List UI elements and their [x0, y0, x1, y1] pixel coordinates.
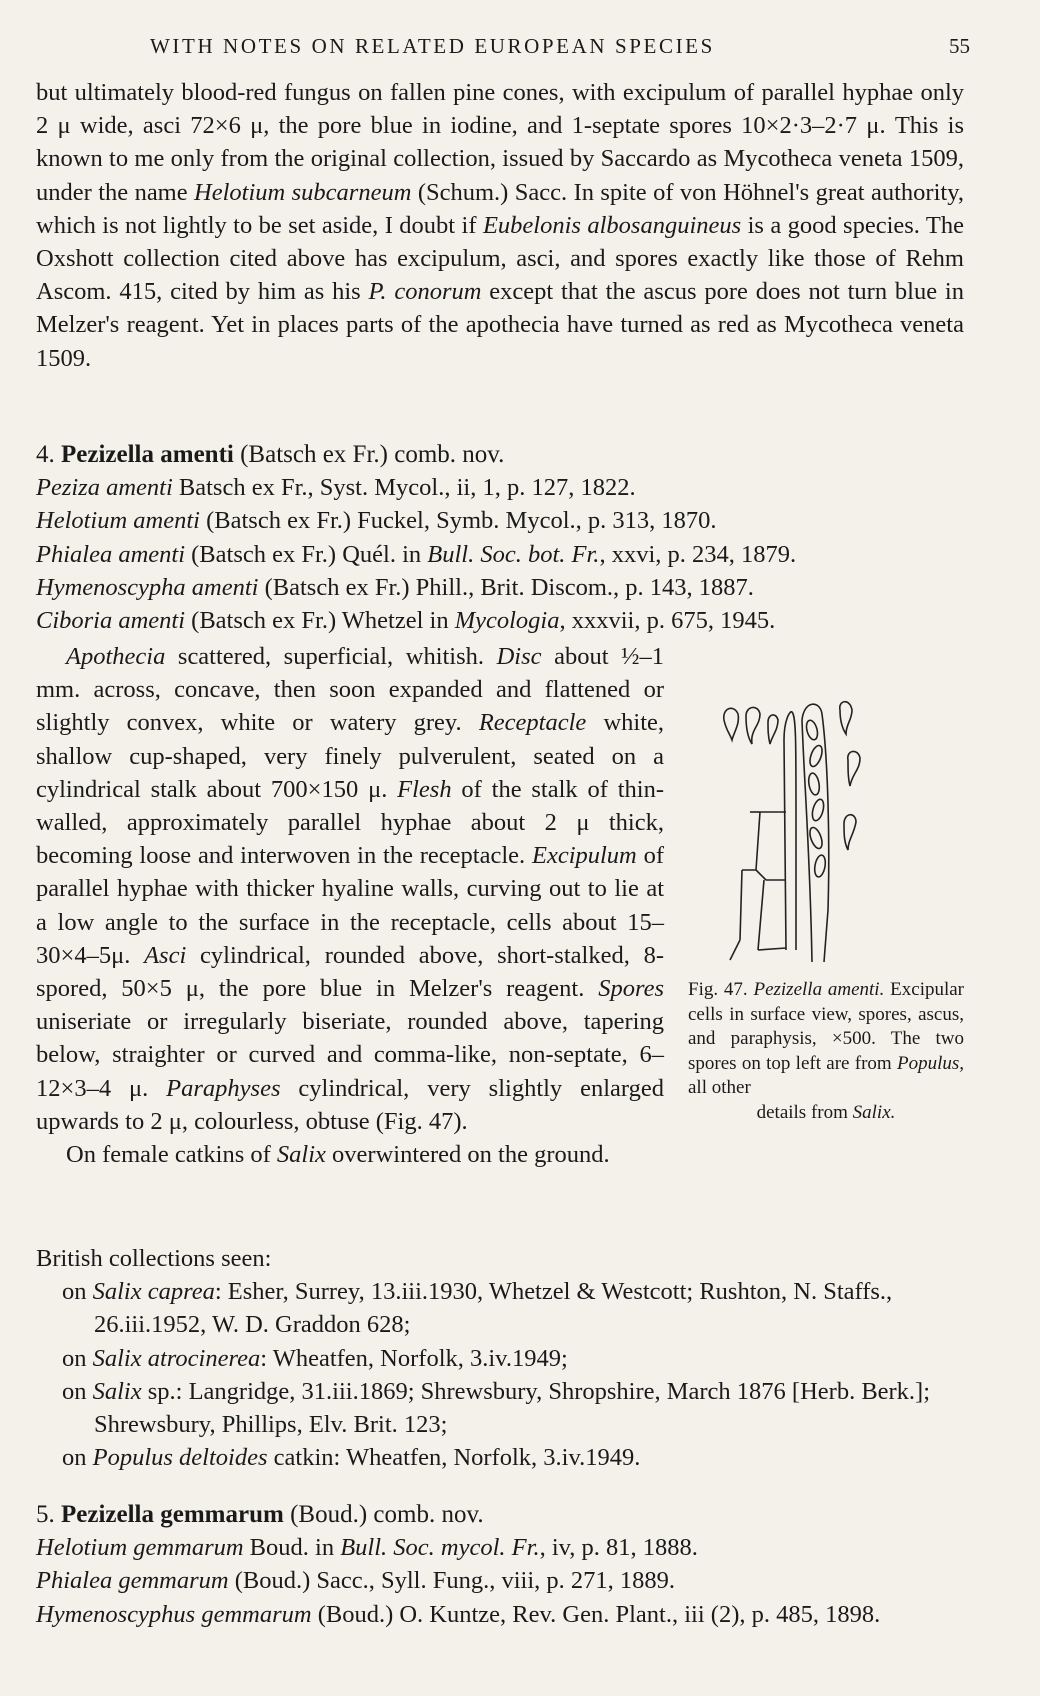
figure-drawing — [720, 700, 920, 962]
collection-item — [36, 1441, 964, 1474]
desc-text: cylindrical, rounded above, short-stalked, 8-spored, 50×5 μ, the pore blue in Melzer's reagent. — [36, 941, 664, 1003]
collection-item — [36, 1342, 964, 1375]
synonym-journal: Mycologia — [454, 607, 560, 635]
collection-host: Populus deltoides — [92, 1444, 268, 1472]
desc-text: scattered, superficial, whitish. — [165, 643, 497, 670]
intro-text-1: but ultimately blood-red fungus on fallen pine cones, with excipulum of parallel hyphae only 2 μ wide, asci 72×6 μ, the pore blue in iodine, and 1-septate spores 10×2·3–2·7 μ. This is known to me only from the original collection, issued by Saccardo as Mycotheca veneta 1509, under the name — [36, 79, 964, 206]
synonym-line — [36, 538, 964, 571]
intro-text-4: except that the ascus pore does not turn blue in Melzer's reagent. Yet in places parts of the apothecia have turned as red as Mycotheca veneta 1509. — [36, 278, 964, 372]
page-number: 55 — [949, 34, 970, 58]
collection-item — [36, 1375, 964, 1441]
term-paraphyses: Paraphyses — [166, 1074, 281, 1102]
synonym-citation: (Batsch ex Fr.) Whetzel in — [185, 607, 455, 635]
synonym-line — [36, 1564, 964, 1597]
synonym-citation: (Boud.) O. Kuntze, Rev. Gen. Plant., iii (2), p. 485, 1898. — [311, 1600, 881, 1628]
intro-block — [36, 76, 964, 375]
collection-item — [36, 1275, 964, 1341]
synonym-line — [36, 504, 964, 537]
species-4-description — [36, 640, 964, 1171]
spore-shape — [724, 708, 739, 740]
synonym-line — [36, 604, 964, 637]
species-4-header — [36, 438, 964, 637]
collection-host: Salix atrocinerea — [92, 1344, 261, 1372]
species-4-authority: (Batsch ex Fr.) comb. nov. — [240, 441, 505, 468]
intro-italic-2: Eubelonis albosanguineus — [482, 211, 742, 239]
synonym-citation-end: , xxxvii, p. 675, 1945. — [559, 607, 776, 635]
figure-caption — [688, 978, 964, 1125]
desc-text: uniseriate or irregularly biseriate, rounded above, tapering below, straighter or curved and comma-like, non-septate, 6–12×3–4 μ. — [36, 1008, 664, 1102]
synonym-name: Hymenoscypha amenti — [36, 573, 259, 601]
term-spores: Spores — [598, 975, 664, 1003]
collection-text: sp.: Langridge, 31.iii.1869; Shrewsbury, Shropshire, March 1876 [Herb. Berk.]; Shrewsbury, Phillips, Elv. Brit. 123; — [94, 1377, 931, 1439]
desc-text: of parallel hyphae with thicker hyaline walls, curving out to lie at a low angle to the surface in the receptacle, cells about 15–30×4–5μ. — [36, 842, 664, 969]
figure-47 — [688, 700, 964, 1125]
synonym-citation-end: , xxvi, p. 234, 1879. — [599, 540, 797, 568]
habitat-paragraph — [36, 1138, 964, 1171]
species-5-number: 5. — [36, 1501, 55, 1528]
synonym-citation: Batsch ex Fr., Syst. Mycol., ii, 1, p. 127, 1822. — [172, 474, 636, 502]
collection-host: Salix caprea — [92, 1278, 215, 1306]
habitat-text-end: overwintered on the ground. — [325, 1141, 610, 1169]
synonym-name: Phialea amenti — [36, 540, 186, 568]
ascus-shape — [802, 704, 829, 962]
collection-text: : Esher, Surrey, 13.iii.1930, Whetzel & Westcott; Rushton, N. Staffs., 26.iii.1952, W. D. Graddon 628; — [94, 1278, 893, 1339]
collection-on: on — [62, 1344, 93, 1372]
species-5-authority: (Boud.) comb. nov. — [290, 1501, 484, 1528]
figure-text-3: details from — [756, 1101, 853, 1123]
figure-last-line — [688, 1101, 964, 1126]
habitat-text: On female catkins of — [66, 1141, 277, 1169]
intro-paragraph — [36, 76, 964, 375]
synonym-citation: (Boud.) Sacc., Syll. Fung., viii, p. 271, 1889. — [228, 1567, 676, 1595]
figure-text: Excipular cells in surface view, spores, ascus, and paraphysis, ×500. The two spores on top left are from — [688, 979, 965, 1074]
species-4-name: Pezizella amenti — [61, 441, 234, 468]
synonym-name: Phialea gemmarum — [36, 1567, 229, 1595]
synonym-name: Hymenoscyphus gemmarum — [36, 1600, 312, 1628]
synonym-line — [36, 1598, 964, 1631]
desc-text: of the stalk of thin-walled, approximately parallel hyphae about 2 μ thick, becoming loose and interwoven in the receptacle. — [36, 775, 664, 870]
collection-on: on — [62, 1278, 93, 1306]
species-5-name: Pezizella gemmarum — [61, 1501, 284, 1528]
collection-host: Salix — [92, 1377, 142, 1405]
intro-text-3: is a good species. The Oxshott collection cited above has excipulum, asci, and spores exactly like those of Rehm Ascom. 415, cited by him as his — [36, 211, 964, 306]
synonym-citation: (Batsch ex Fr.) Phill., Brit. Discom., p. 143, 1887. — [258, 573, 754, 601]
collection-text: catkin: Wheatfen, Norfolk, 3.iv.1949. — [267, 1444, 641, 1472]
desc-text: cylindrical, very slightly enlarged upwards to 2 μ, colourless, obtuse (Fig. 47). — [36, 1074, 665, 1135]
collections-block — [36, 1242, 964, 1474]
figure-species: Pezizella amenti. — [753, 979, 885, 1000]
species-5-header — [36, 1498, 964, 1631]
term-excipulum: Excipulum — [531, 842, 637, 870]
synonym-line — [36, 471, 964, 504]
spore-shape — [746, 707, 760, 744]
synonym-citation: Boud. in — [243, 1534, 341, 1562]
synonym-name: Helotium amenti — [36, 507, 200, 535]
desc-text: white, shallow cup-shaped, very finely pulverulent, seated on a cylindrical stalk about 700×150 μ. — [36, 709, 665, 803]
desc-text: about ½–1 mm. across, concave, then soon expanded and flattened or slightly convex, white or watery grey. — [36, 643, 664, 737]
synonym-citation: (Batsch ex Fr.) Quél. in — [185, 540, 428, 568]
synonym-name: Peziza amenti — [36, 474, 173, 502]
synonym-journal: Bull. Soc. bot. Fr. — [427, 540, 600, 568]
figure-salix: Salix. — [852, 1101, 896, 1123]
running-title: WITH NOTES ON RELATED EUROPEAN SPECIES — [150, 34, 715, 58]
figure-populus: Populus, — [896, 1052, 964, 1074]
intro-italic-1: Helotium subcarneum — [194, 178, 412, 206]
intro-italic-3: P. conorum — [368, 278, 482, 306]
synonym-name: Helotium gemmarum — [36, 1534, 244, 1562]
figure-label: Fig. 47. — [688, 979, 748, 1000]
collection-on: on — [62, 1444, 93, 1472]
collections-title: British collections seen: — [36, 1245, 272, 1272]
synonym-citation: (Batsch ex Fr.) Fuckel, Symb. Mycol., p. 313, 1870. — [200, 507, 717, 535]
synonym-name: Ciboria amenti — [36, 607, 186, 635]
habitat-host: Salix — [276, 1141, 326, 1169]
synonym-line — [36, 1531, 964, 1564]
species-4-title — [36, 438, 964, 471]
species-4-number: 4. — [36, 441, 55, 468]
synonym-citation-end: , iv, p. 81, 1888. — [539, 1534, 698, 1562]
term-flesh: Flesh — [397, 775, 452, 803]
term-asci: Asci — [144, 941, 187, 969]
term-apothecia: Apothecia — [66, 643, 166, 670]
spore-shape — [768, 715, 778, 744]
term-disc: Disc — [496, 643, 542, 670]
collection-on: on — [62, 1377, 93, 1405]
figure-text-2: all other — [688, 1077, 751, 1098]
species-5-title — [36, 1498, 964, 1531]
collection-text: : Wheatfen, Norfolk, 3.iv.1949; — [260, 1344, 568, 1372]
synonym-journal: Bull. Soc. mycol. Fr. — [340, 1534, 540, 1562]
synonym-line — [36, 571, 964, 604]
term-receptacle: Receptacle — [478, 709, 587, 737]
intro-text-2: (Schum.) Sacc. In spite of von Höhnel's great authority, which is not lightly to be set aside, I doubt if — [36, 178, 964, 239]
running-header — [150, 34, 970, 64]
